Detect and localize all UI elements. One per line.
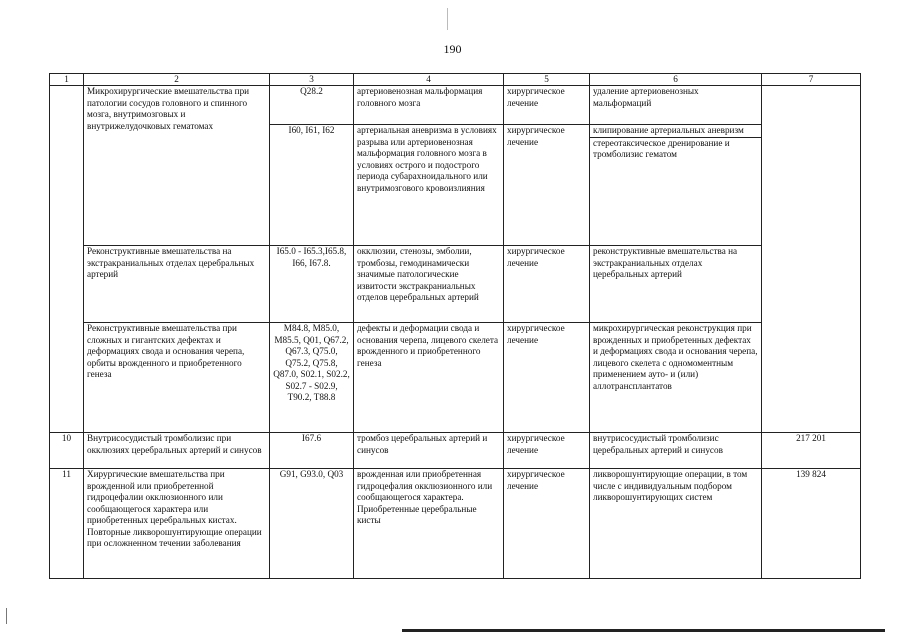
- treatment-method-cell: [590, 125, 762, 246]
- row-number-cell: 11: [50, 469, 84, 579]
- header-cell-4: 4: [354, 74, 504, 86]
- patient-model-cell: врожденная или приобретенная гидроцефалия окклюзионного или сообщающегося характера. Приобретенные церебральные кисты: [354, 469, 504, 579]
- table-row: [50, 433, 861, 469]
- table-row: [50, 246, 861, 323]
- method-line: клипирование артериальных аневризм: [593, 125, 744, 135]
- header-cell-5: 5: [504, 74, 590, 86]
- scan-artifact-top: [447, 8, 448, 30]
- treatment-method-cell: внутрисосудистый тромболизис церебральных артерий и синусов: [590, 433, 762, 469]
- header-cell-3: 3: [270, 74, 354, 86]
- icd-codes-cell: G91, G93.0, Q03: [270, 469, 354, 579]
- method-line: стереотаксическое дренирование и тромболизис гематом: [590, 137, 761, 161]
- treatment-method-cell: ликворошунтирующие операции, в том числе с индивидуальным подбором ликворошунтирующих систем: [590, 469, 762, 579]
- patient-model-cell: артериовенозная мальформация головного мозга: [354, 86, 504, 125]
- treatment-type-cell: хирургическое лечение: [504, 86, 590, 125]
- intervention-name-cell: Микрохирургические вмешательства при патологии сосудов головного и спинного мозга, внутримозговых и внутрижелудочковых гематомах: [84, 86, 270, 246]
- table-row: [50, 86, 861, 125]
- patient-model-cell: окклюзии, стенозы, эмболии, тромбозы, гемодинамически значимые патологические извитости экстракраниальных отделов церебральных артерий: [354, 246, 504, 323]
- medical-services-table: [49, 73, 861, 579]
- treatment-type-cell: хирургическое лечение: [504, 433, 590, 469]
- treatment-method-cell: реконструктивные вмешательства на экстракраниальных отделах церебральных артерий: [590, 246, 762, 323]
- treatment-type-cell: хирургическое лечение: [504, 323, 590, 433]
- icd-codes-cell: M84.8, M85.0, M85.5, Q01, Q67.2, Q67.3, Q75.0, Q75.2, Q75.8, Q87.0, S02.1, S02.2, S02.7 - S02.9, T90.2, T88.8: [270, 323, 354, 433]
- icd-codes-cell: I65.0 - I65.3,I65.8, I66, I67.8.: [270, 246, 354, 323]
- patient-model-cell: артериальная аневризма в условиях разрыва или артериовенозная мальформация головного мозга в условиях острого и подострого периода субарахноидального или внутримозгового кровоизлияния: [354, 125, 504, 246]
- treatment-method-cell: удаление артериовенозных мальформаций: [590, 86, 762, 125]
- page-number: 190: [443, 42, 462, 56]
- treatment-type-cell: хирургическое лечение: [504, 125, 590, 246]
- table-row: [50, 469, 861, 579]
- icd-codes-cell: I67.6: [270, 433, 354, 469]
- price-cell: 139 824: [762, 469, 861, 579]
- intervention-name-cell: Внутрисосудистый тромболизис при окклюзиях церебральных артерий и синусов: [84, 433, 270, 469]
- intervention-name-cell: Реконструктивные вмешательства при сложных и гигантских дефектах и деформациях свода и основания черепа, орбиты врожденного и приобретенного генеза: [84, 323, 270, 433]
- intervention-name-cell: Реконструктивные вмешательства на экстракраниальных отделах церебральных артерий: [84, 246, 270, 323]
- icd-codes-cell: Q28.2: [270, 86, 354, 125]
- row-number-cell: [50, 86, 84, 433]
- scan-artifact-left: [6, 608, 7, 624]
- medical-services-table-area: [49, 73, 860, 578]
- treatment-method-cell: микрохирургическая реконструкция при врожденных и приобретенных дефектах и деформациях свода и основания черепа, лицевого скелета с одномоментным применением ауто- и (или) аллотрансплантатов: [590, 323, 762, 433]
- price-cell: 217 201: [762, 433, 861, 469]
- intervention-name-cell: Хирургические вмешательства при врожденной или приобретенной гидроцефалии окклюзионного или сообщающегося характера или приобретенных церебральных кистах. Повторные ликворошунтирующие операции при осложненном течении заболевания: [84, 469, 270, 579]
- patient-model-cell: тромбоз церебральных артерий и синусов: [354, 433, 504, 469]
- row-number-cell: 10: [50, 433, 84, 469]
- header-row: [50, 74, 861, 86]
- treatment-type-cell: хирургическое лечение: [504, 246, 590, 323]
- patient-model-cell: дефекты и деформации свода и основания черепа, лицевого скелета врожденного и приобретенного генеза: [354, 323, 504, 433]
- treatment-type-cell: хирургическое лечение: [504, 469, 590, 579]
- price-cell: [762, 86, 861, 433]
- header-cell-6: 6: [590, 74, 762, 86]
- table-row: [50, 323, 861, 433]
- header-cell-1: 1: [50, 74, 84, 86]
- header-cell-2: 2: [84, 74, 270, 86]
- icd-codes-cell: I60, I61, I62: [270, 125, 354, 246]
- scan-artifact-bottom-bar: [402, 629, 885, 632]
- header-cell-7: 7: [762, 74, 861, 86]
